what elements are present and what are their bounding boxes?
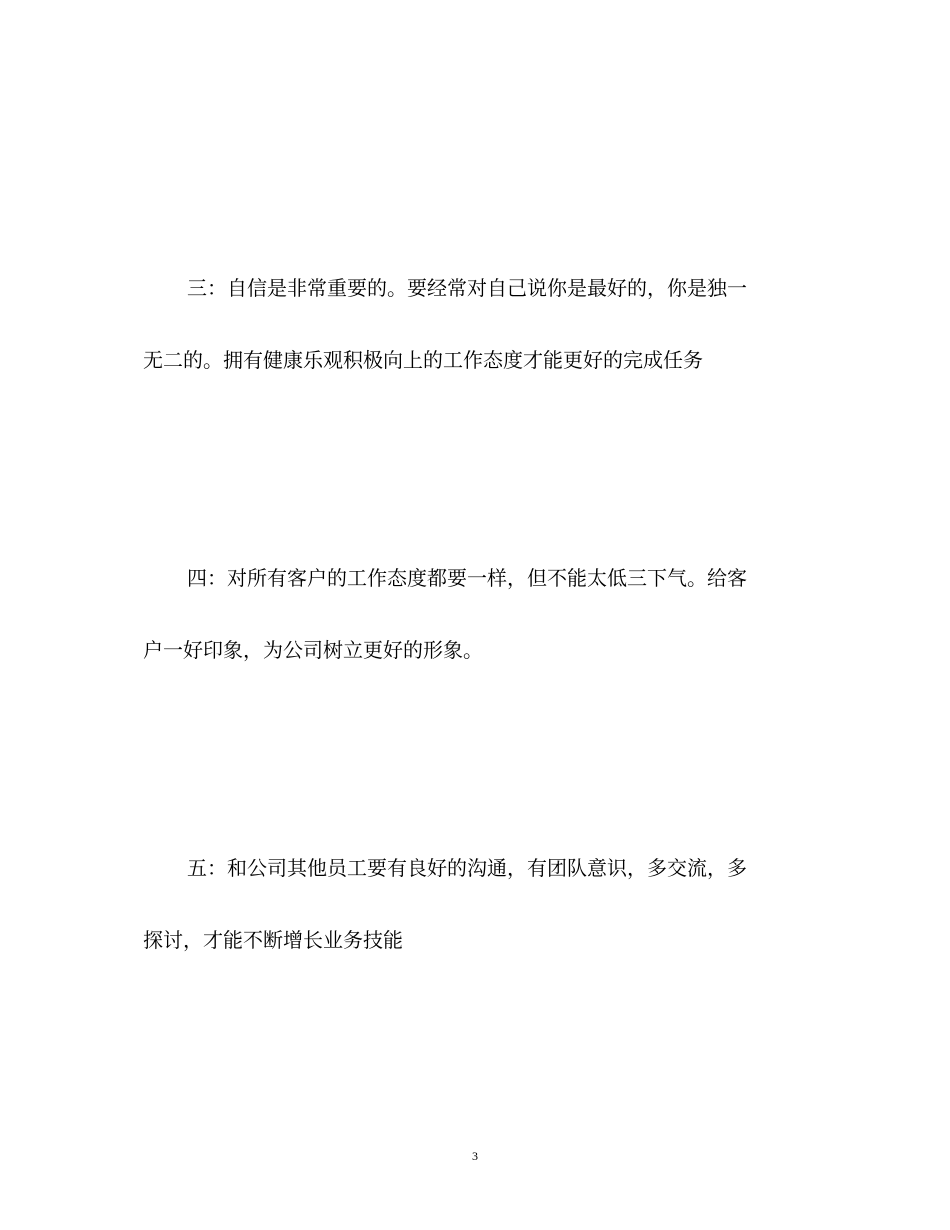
paragraph-line: 四：对所有客户的工作态度都要一样，但不能太低三下气。给客 — [187, 566, 747, 590]
paragraph-line: 探讨，才能不断增长业务技能 — [143, 928, 403, 952]
paragraph-line: 户一好印象，为公司树立更好的形象。 — [143, 638, 483, 662]
page-number: 3 — [472, 1149, 478, 1163]
paragraph-line: 五：和公司其他员工要有良好的沟通，有团队意识，多交流，多 — [187, 856, 747, 880]
paragraph-line: 三：自信是非常重要的。要经常对自己说你是最好的，你是独一 — [187, 276, 747, 300]
paragraph-line: 无二的。拥有健康乐观积极向上的工作态度才能更好的完成任务 — [143, 348, 703, 372]
